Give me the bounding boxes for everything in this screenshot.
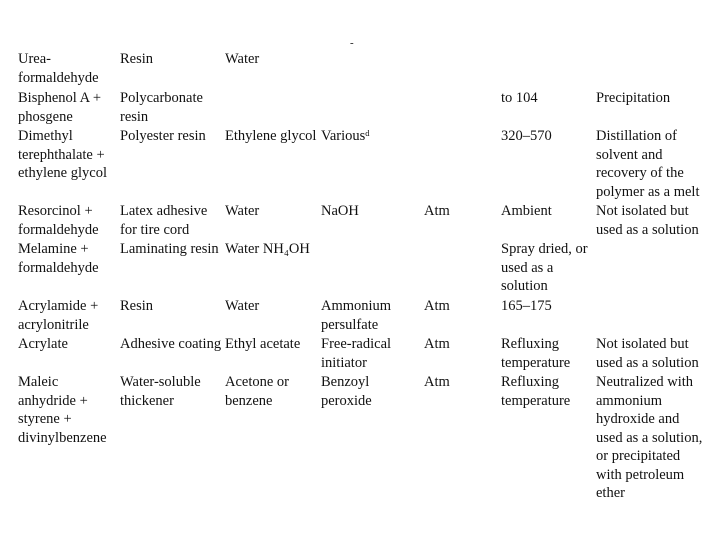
recovery-cell: Neutralized with ammonium hydroxide and used as a solution, or precipitated with petroleum ether <box>596 374 703 501</box>
temperature-cell: Refluxing temperature <box>501 374 571 409</box>
pressure-cell: Atm <box>424 298 450 314</box>
pressure-cell: Atm <box>424 203 450 219</box>
solvent-cell: Ethyl acetate <box>225 336 301 352</box>
product-cell: Laminating resin <box>120 241 219 257</box>
stray-mark: - <box>350 37 354 49</box>
catalyst-cell: Free-radical initiator <box>321 336 392 371</box>
catalyst-cell: Benzoyl peroxide <box>321 374 372 409</box>
solvent-cell: Water <box>225 51 260 67</box>
catalyst-cell: Ammonium persulfate <box>321 298 392 333</box>
solvent-cell: Water NH₄OH <box>225 241 310 257</box>
product-cell: Polyester resin <box>120 128 206 144</box>
reactants-cell: Resorcinol + formaldehyde <box>18 203 99 238</box>
reactants-cell: Dimethyl terephthalate + ethylene glycol <box>18 128 107 181</box>
temperature-cell: to 104 <box>501 90 538 106</box>
catalyst-cell: Variousᵈ <box>321 128 370 144</box>
temperature-cell: Refluxing temperature <box>501 336 571 371</box>
product-cell: Resin <box>120 51 154 67</box>
reactants-cell: Urea- formaldehyde <box>18 51 99 86</box>
product-cell: Adhesive coating <box>120 336 222 352</box>
recovery-cell: Distillation of solvent and recovery of the polymer as a melt <box>596 128 700 200</box>
pressure-cell: Atm <box>424 336 450 352</box>
solvent-cell: Water <box>225 203 260 219</box>
temperature-cell: Ambient <box>501 203 552 219</box>
reactants-cell: Acrylate <box>18 336 68 352</box>
solvent-cell: Ethylene glycol <box>225 128 317 144</box>
product-cell: Water-soluble thickener <box>120 374 201 409</box>
solvent-cell: Acetone or benzene <box>225 374 290 409</box>
product-cell: Resin <box>120 298 154 314</box>
product-cell: Latex adhesive for tire cord <box>120 203 208 238</box>
temperature-cell: 165–175 <box>501 298 552 314</box>
product-cell: Polycarbonate resin <box>120 90 203 125</box>
recovery-cell: Not isolated but used as a solution <box>596 336 699 371</box>
reactants-cell: Acrylamide + acrylonitrile <box>18 298 99 333</box>
reactants-cell: Melamine + formaldehyde <box>18 241 99 276</box>
reactants-cell: Bisphenol A + phosgene <box>18 90 102 125</box>
recovery-cell: Not isolated but used as a solution <box>596 203 699 238</box>
pressure-cell: Atm <box>424 374 450 390</box>
solvent-cell: Water <box>225 298 260 314</box>
reactants-cell: Maleic anhydride + styrene + divinylbenzene <box>18 374 107 446</box>
temperature-cell: 320–570 <box>501 128 552 144</box>
temperature-cell: Spray dried, or used as a solution <box>501 241 588 294</box>
catalyst-cell: NaOH <box>321 203 359 219</box>
recovery-cell: Precipitation <box>596 90 671 106</box>
